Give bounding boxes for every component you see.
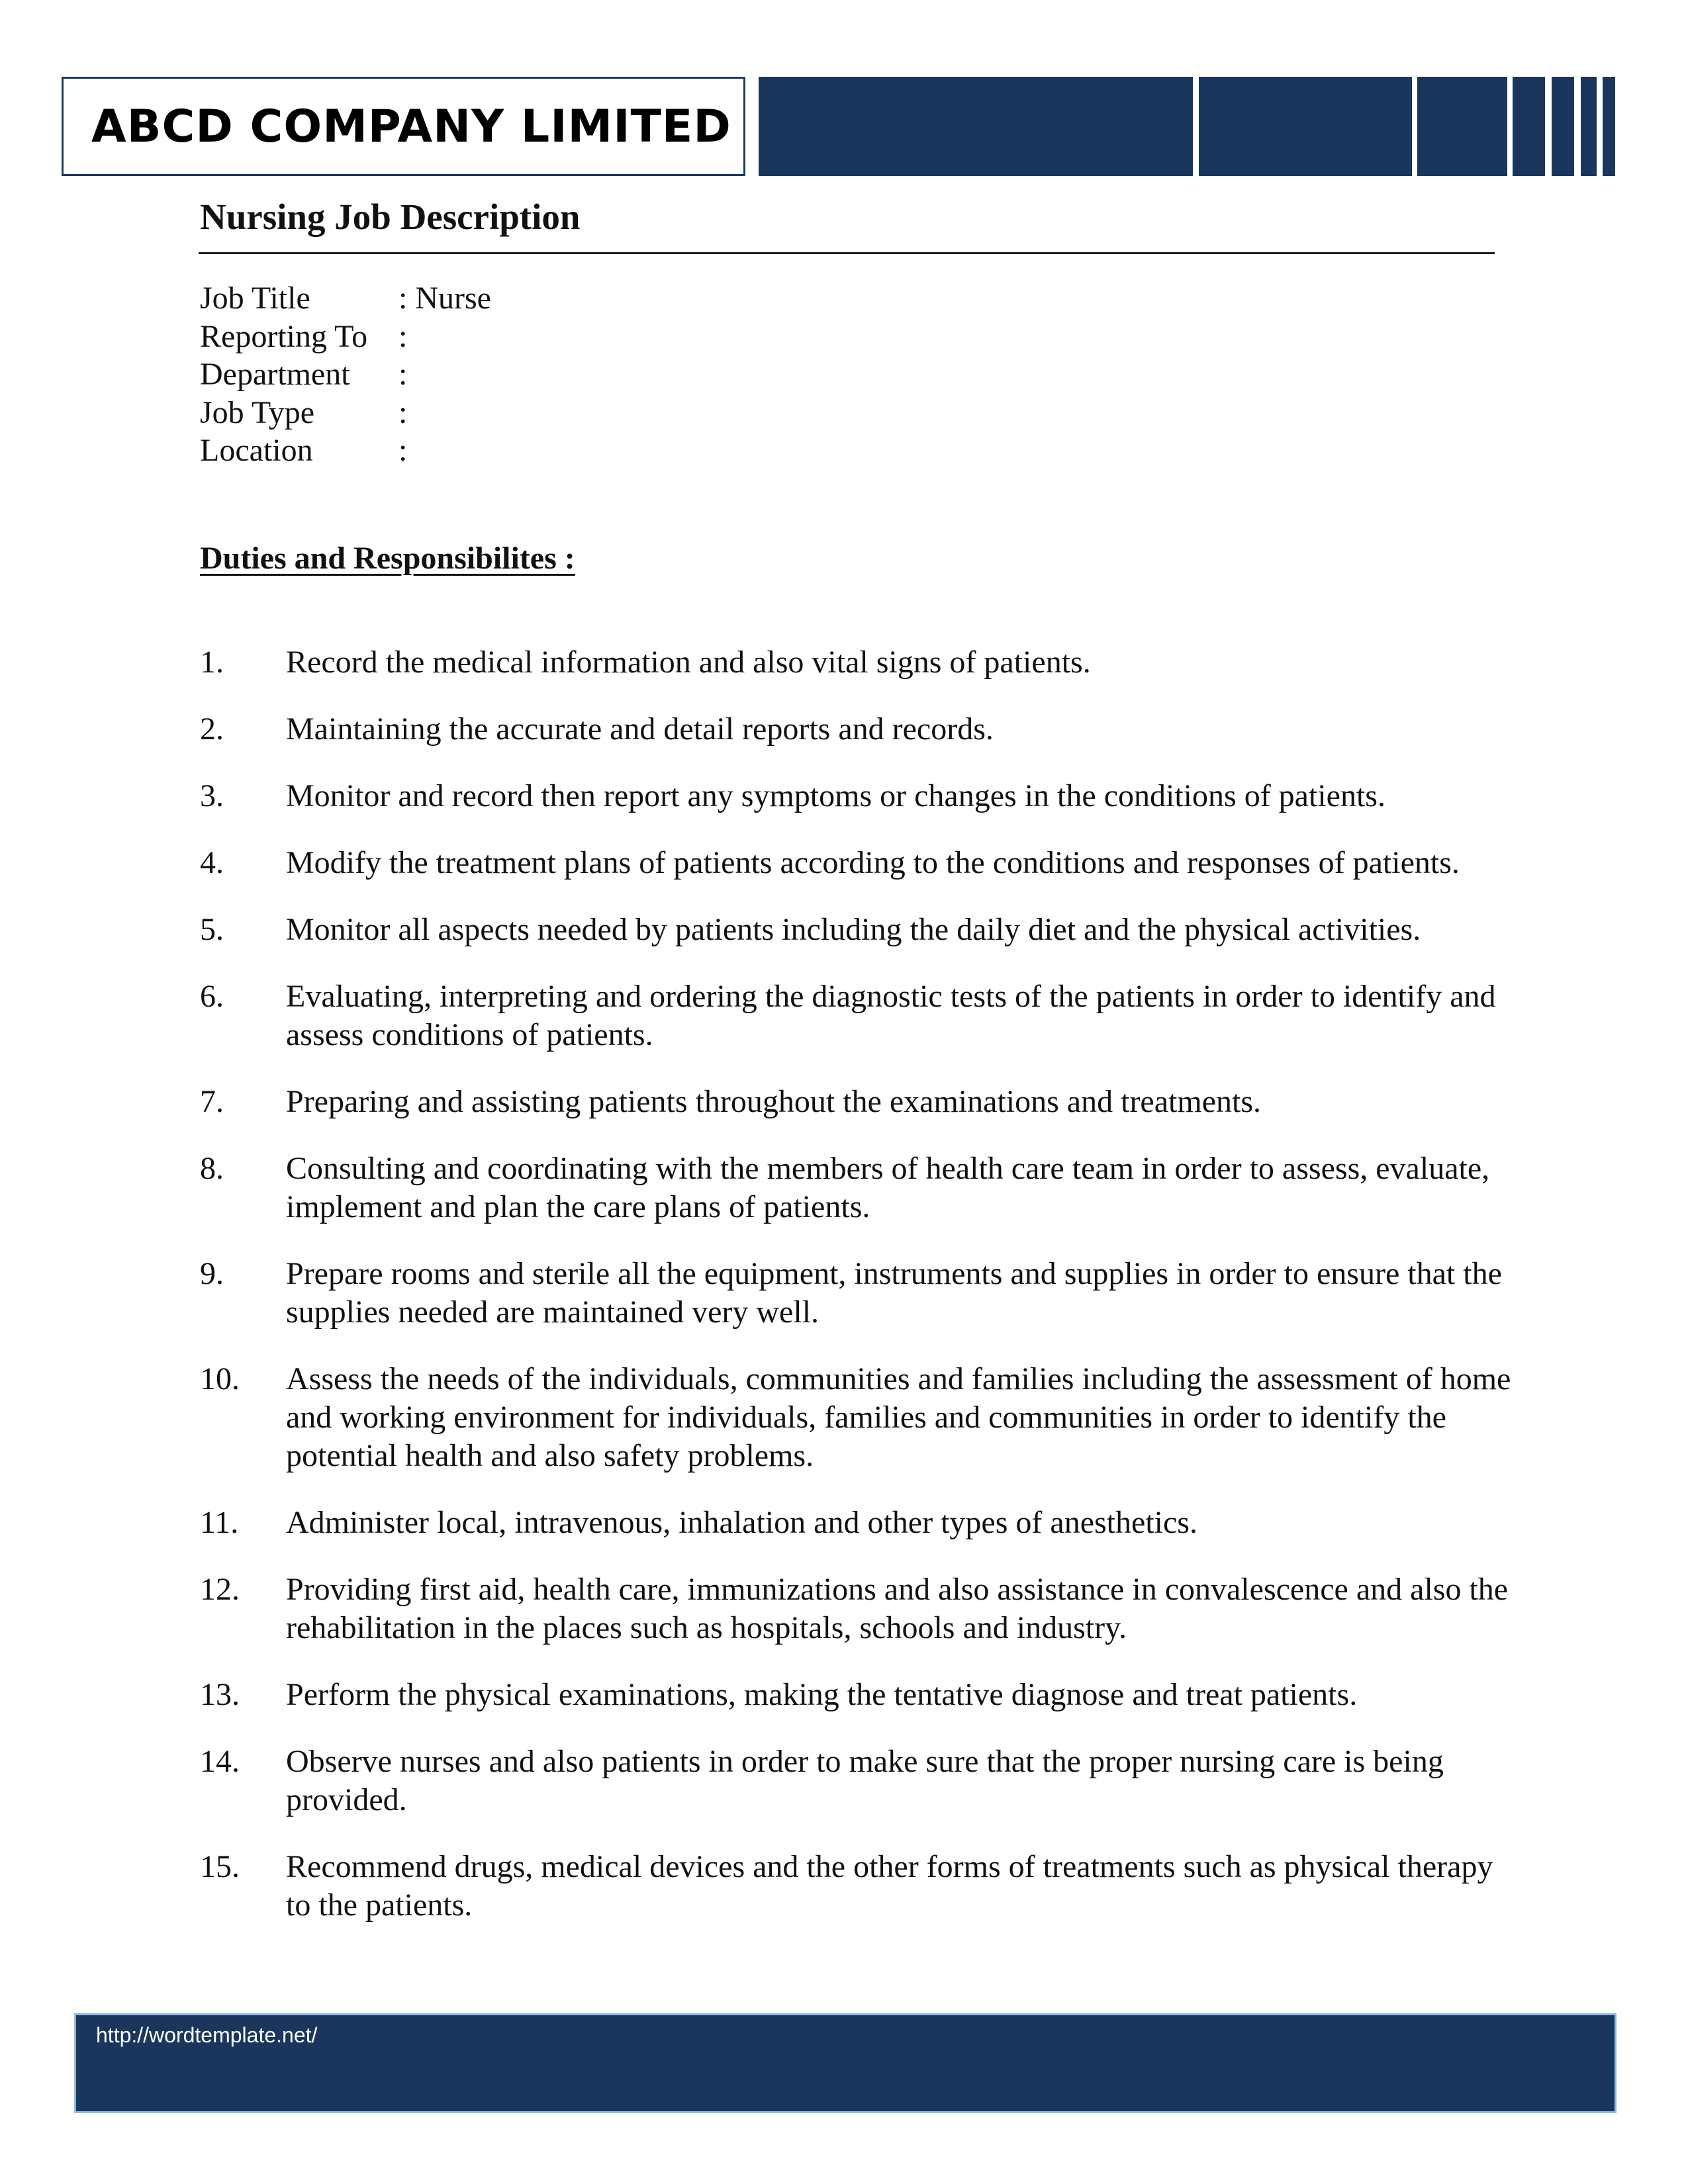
footer-bar xyxy=(74,2013,1617,2113)
list-item-number: 4. xyxy=(200,845,224,880)
list-item-text: Maintaining the accurate and detail reports and records. xyxy=(286,711,994,747)
list-item-text: Preparing and assisting patients throughout the examinations and treatments. xyxy=(286,1084,1262,1119)
list-item-number: 2. xyxy=(200,711,224,747)
list-item xyxy=(200,978,1524,1054)
list-item-text: Observe nurses and also patients in order to make sure that the proper nursing care is being provided. xyxy=(286,1744,1444,1817)
header-decor-bar xyxy=(1552,77,1574,176)
field-label: Job Type xyxy=(200,394,315,430)
list-item-text: Recommend drugs, medical devices and the other forms of treatments such as physical therapy to the patients. xyxy=(286,1849,1493,1923)
field-reporting-to xyxy=(200,318,491,356)
list-item-text: Assess the needs of the individuals, communities and families including the assessment of home and working environment for individuals, families and communities in order to identify the potential health and also safety problems. xyxy=(286,1361,1511,1473)
list-item-text: Evaluating, interpreting and ordering the diagnostic tests of the patients in order to identify and assess conditions of patients. xyxy=(286,979,1496,1052)
header-decor-bar xyxy=(759,77,1193,176)
list-item-number: 3. xyxy=(200,778,224,813)
list-item-text: Perform the physical examinations, making the tentative diagnose and treat patients. xyxy=(286,1677,1358,1712)
field-location xyxy=(200,432,491,470)
list-item-number: 12. xyxy=(200,1572,240,1607)
list-item xyxy=(200,1360,1524,1475)
list-item-number: 8. xyxy=(200,1151,224,1186)
list-item-text: Providing first aid, health care, immunizations and also assistance in convalescence and also the rehabilitation in the places such as hospitals, schools and industry. xyxy=(286,1572,1509,1645)
list-item-number: 11. xyxy=(200,1505,239,1540)
field-department xyxy=(200,355,491,394)
list-item xyxy=(200,1255,1524,1332)
list-item xyxy=(200,710,1524,749)
field-label: Job Title xyxy=(200,281,310,316)
header-decor-bar xyxy=(1513,77,1545,176)
list-item-text: Prepare rooms and sterile all the equipment, instruments and supplies in order to ensure that the supplies needed are maintained very well. xyxy=(286,1256,1502,1330)
list-item xyxy=(200,1848,1524,1925)
list-item xyxy=(200,1504,1524,1542)
list-item-text: Monitor all aspects needed by patients including the daily diet and the physical activities. xyxy=(286,912,1421,947)
list-item xyxy=(200,777,1524,815)
list-item xyxy=(200,1150,1524,1226)
list-item-number: 7. xyxy=(200,1084,224,1119)
field-label: Reporting To xyxy=(200,318,368,354)
list-item-text: Consulting and coordinating with the members of health care team in order to assess, evaluate, implement and plan the care plans of patients. xyxy=(286,1151,1490,1224)
list-item-number: 15. xyxy=(200,1849,240,1884)
list-item-number: 5. xyxy=(200,912,224,947)
header-decor-bar xyxy=(1603,77,1615,176)
header-decor-bar xyxy=(1417,77,1507,176)
list-item-number: 6. xyxy=(200,979,224,1014)
field-colon: : xyxy=(399,281,408,316)
field-colon: : xyxy=(399,357,408,392)
job-info-fields xyxy=(200,279,491,470)
list-item xyxy=(200,1676,1524,1714)
list-item xyxy=(200,1083,1524,1121)
list-item-number: 1. xyxy=(200,645,224,680)
list-item xyxy=(200,1743,1524,1819)
header-decor-bar xyxy=(1199,77,1412,176)
field-value: Nurse xyxy=(415,281,491,316)
company-name-box xyxy=(62,77,745,176)
field-label: Department xyxy=(200,357,350,392)
list-item-number: 13. xyxy=(200,1677,240,1712)
list-item-text: Monitor and record then report any symptoms or changes in the conditions of patients. xyxy=(286,778,1385,813)
list-item xyxy=(200,643,1524,682)
list-item xyxy=(200,844,1524,882)
duties-list xyxy=(200,643,1524,1953)
list-item-number: 9. xyxy=(200,1256,224,1291)
field-job-type xyxy=(200,394,491,432)
footer-link[interactable]: http://wordtemplate.net/ xyxy=(96,2023,318,2047)
list-item xyxy=(200,1570,1524,1647)
company-name: ABCD COMPANY LIMITED xyxy=(91,100,731,153)
document-title: Nursing Job Description xyxy=(200,197,581,237)
list-item-number: 14. xyxy=(200,1744,240,1779)
list-item-text: Administer local, intravenous, inhalation and other types of anesthetics. xyxy=(286,1505,1197,1540)
list-item-text: Modify the treatment plans of patients according to the conditions and responses of patients. xyxy=(286,845,1460,880)
field-job-title xyxy=(200,279,491,318)
field-colon: : xyxy=(399,394,408,430)
list-item-text: Record the medical information and also vital signs of patients. xyxy=(286,645,1091,680)
section-heading-duties: Duties and Responsibilites : xyxy=(200,541,575,576)
field-label: Location xyxy=(200,433,313,468)
title-divider xyxy=(199,252,1495,254)
list-item xyxy=(200,911,1524,949)
list-item-number: 10. xyxy=(200,1361,240,1396)
field-colon: : xyxy=(399,433,408,468)
header-decor-bar xyxy=(1581,77,1597,176)
field-colon: : xyxy=(399,318,408,354)
